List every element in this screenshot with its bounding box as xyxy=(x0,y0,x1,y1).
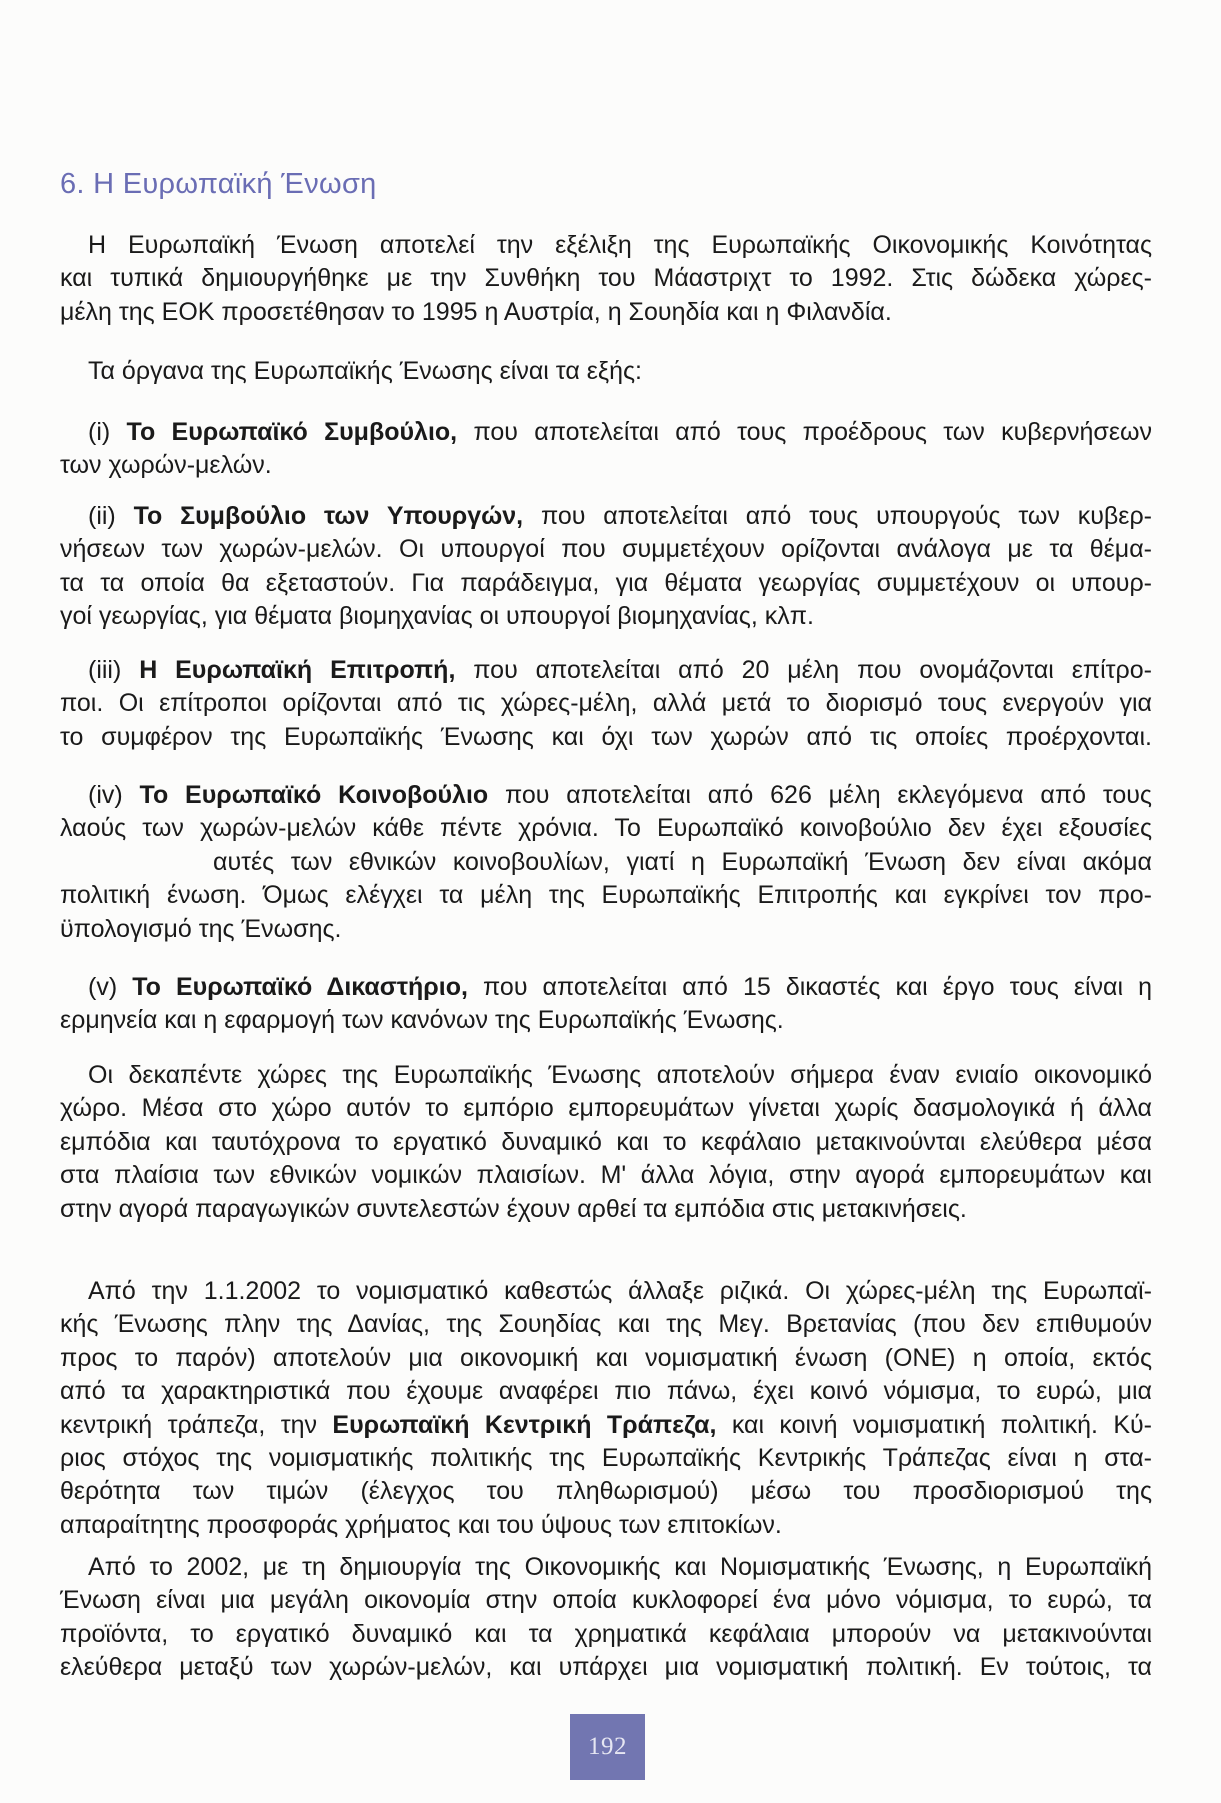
text-line: από τα χαρακτηριστικά που έχουμε αναφέρει πιο πάνω, έχει κοινό νόμισμα, το ευρώ, μια xyxy=(60,1377,1152,1406)
text-line: Τα όργανα της Ευρωπαϊκής Ένωσης είναι τα εξής: xyxy=(88,357,642,385)
text-line: κής Ένωσης πλην της Δανίας, της Σουηδίας και της Μεγ. Βρετανίας (που δεν επιθυμούν xyxy=(60,1310,1152,1339)
text-line: αυτές των εθνικών κοινοβουλίων, γιατί η Ευρωπαϊκή Ένωση δεν είναι ακόμα xyxy=(213,847,1152,876)
text-line: πολιτική ένωση. Όμως ελέγχει τα μέλη της Ευρωπαϊκής Επιτροπής και εγκρίνει τον προ- xyxy=(60,881,1152,910)
paragraph-single-market xyxy=(60,1059,1152,1226)
text-line: προς το παρόν) αποτελούν μια οικονομική και νομισματική ένωση (ΟΝΕ) η οποία, εκτός xyxy=(60,1343,1152,1372)
text-line: τα τα οποία θα εξεταστούν. Για παράδειγμα, για θέματα γεωργίας συμμετέχουν οι υπουρ- xyxy=(60,568,1152,597)
text-line: Από την 1.1.2002 το νομισματικό καθεστώς άλλαξε ριζικά. Οι χώρες-μέλη της Ευρωπαϊ- xyxy=(88,1277,1152,1305)
organ-description: που αποτελείται από 626 μέλη εκλεγόμενα από τους xyxy=(504,781,1152,809)
text-line xyxy=(60,654,1152,687)
text-line xyxy=(60,1409,1152,1442)
text-line: ριος στόχος της νομισματικής πολιτικής της Ευρωπαϊκής Κεντρικής Τράπεζας είναι η στα- xyxy=(60,1443,1152,1472)
text-line: μέλη της ΕΟΚ προσετέθησαν το 1995 η Αυστρία, η Σουηδία και η Φιλανδία. xyxy=(60,297,892,326)
page-number-badge xyxy=(570,1714,645,1780)
organ-label: (ii) xyxy=(88,502,116,530)
organ-name: Το Ευρωπαϊκό Δικαστήριο, xyxy=(132,973,468,1001)
organ-label: (iii) xyxy=(88,656,122,684)
organ-item xyxy=(60,654,1152,754)
text-line: ποι. Οι επίτροποι ορίζονται από τις χώρες-μέλη, αλλά μετά το διορισμό τους ενεργούν για xyxy=(60,689,1152,718)
text-line: ϋπολογισμό της Ένωσης. xyxy=(60,914,342,943)
text-line: προϊόντα, το εργατικό δυναμικό και τα χρηματικά κεφάλαια μπορούν να μετακινούνται xyxy=(60,1619,1152,1648)
text-line: το συμφέρον της Ευρωπαϊκής Ένωσης και όχι των χωρών από τις οποίες προέρχονται. xyxy=(60,722,1152,751)
text-segment: κεντρική τράπεζα, την xyxy=(60,1410,317,1439)
text-line xyxy=(60,416,1152,449)
text-line: και τυπικά δημιουργήθηκε με την Συνθήκη του Μάαστριχτ το 1992. Στις δώδεκα χώρες- xyxy=(60,264,1152,293)
text-line: γοί γεωργίας, για θέματα βιομηχανίας οι υπουργοί βιομηχανίας, κλπ. xyxy=(60,602,814,631)
text-line xyxy=(60,971,1152,1004)
organ-label: (iv) xyxy=(88,781,123,809)
text-line: ερμηνεία και η εφαρμογή των κανόνων της Ευρωπαϊκής Ένωσης. xyxy=(60,1006,784,1035)
text-line: θερότητα των τιμών (έλεγχος του πληθωρισμού) μέσω του προσδιορισμού της xyxy=(60,1477,1152,1506)
text-line: εμπόδια και ταυτόχρονα το εργατικό δυναμικό και το κεφάλαιο μετακινούνται ελεύθερα μέσα xyxy=(60,1127,1152,1156)
organ-item xyxy=(60,416,1152,483)
organ-name: Το Ευρωπαϊκό Συμβούλιο, xyxy=(126,418,458,446)
text-line: στα πλαίσια των εθνικών νομικών πλαισίων. Μ' άλλα λόγια, στην αγορά εμπορευμάτων και xyxy=(60,1161,1152,1190)
paragraph-intro xyxy=(60,229,1152,329)
organ-description: που αποτελείται από 15 δικαστές και έργο τους είναι η xyxy=(483,973,1152,1001)
organ-label: (i) xyxy=(88,418,111,446)
text-line xyxy=(60,779,1152,812)
text-line: Ένωση είναι μια μεγάλη οικονομία στην οποία κυκλοφορεί ένα μόνο νόμισμα, το ευρώ, τα xyxy=(60,1586,1152,1615)
text-line: νήσεων των χωρών-μελών. Οι υπουργοί που συμμετέχουν ορίζονται ανάλογα με τα θέμα- xyxy=(60,535,1152,564)
organ-description: που αποτελείται από τους υπουργούς των κυβερ- xyxy=(540,502,1152,530)
text-line: των χωρών-μελών. xyxy=(60,451,272,480)
text-line: Η Ευρωπαϊκή Ένωση αποτελεί την εξέλιξη της Ευρωπαϊκής Οικονομικής Κοινότητας xyxy=(88,231,1152,259)
section-title: 6. Η Ευρωπαϊκή Ένωση xyxy=(60,168,377,200)
text-line: ελεύθερα μεταξύ των χωρών-μελών, και υπάρχει μια νομισματική πολιτική. Εν τούτοις, τα xyxy=(60,1653,1152,1682)
text-line: Οι δεκαπέντε χώρες της Ευρωπαϊκής Ένωσης αποτελούν σήμερα έναν ενιαίο οικονομικό xyxy=(88,1061,1152,1089)
text-line: χώρο. Μέσα στο χώρο αυτόν το εμπόριο εμπορευμάτων γίνεται χωρίς δασμολογικά ή άλλα xyxy=(60,1094,1152,1123)
organ-name: Το Συμβούλιο των Υπουργών, xyxy=(133,502,524,530)
organ-name: Η Ευρωπαϊκή Επιτροπή, xyxy=(139,656,456,684)
text-segment: και κοινή νομισματική πολιτική. Κύ- xyxy=(731,1410,1152,1439)
organ-name: Το Ευρωπαϊκό Κοινοβούλιο xyxy=(139,781,489,809)
text-line: στην αγορά παραγωγικών συντελεστών έχουν αρθεί τα εμπόδια στις μετακινήσεις. xyxy=(60,1194,967,1223)
page-number: 192 xyxy=(588,1733,627,1760)
organ-item xyxy=(60,779,1152,946)
organ-item xyxy=(60,500,1152,634)
text-line xyxy=(60,500,1152,533)
text-line: Από το 2002, με τη δημιουργία της Οικονομικής και Νομισματικής Ένωσης, η Ευρωπαϊκή xyxy=(88,1553,1152,1581)
organ-description: που αποτελείται από τους προέδρους των κυβερνήσεων xyxy=(473,418,1152,446)
paragraph-since-2002 xyxy=(60,1551,1152,1685)
organ-label: (v) xyxy=(88,973,118,1001)
organ-description: που αποτελείται από 20 μέλη που ονομάζονται επίτρο- xyxy=(473,656,1152,684)
organ-item xyxy=(60,971,1152,1038)
text-line: λαούς των χωρών-μελών κάθε πέντε χρόνια. Το Ευρωπαϊκό κοινοβούλιο δεν έχει εξουσίες xyxy=(60,814,1152,843)
central-bank-name: Ευρωπαϊκή Κεντρική Τράπεζα, xyxy=(332,1410,717,1439)
paragraph-organs-heading xyxy=(60,355,1152,388)
text-line: απαραίτητης προσφοράς χρήματος και του ύψους των επιτοκίων. xyxy=(60,1510,782,1539)
paragraph-monetary-union xyxy=(60,1275,1152,1542)
